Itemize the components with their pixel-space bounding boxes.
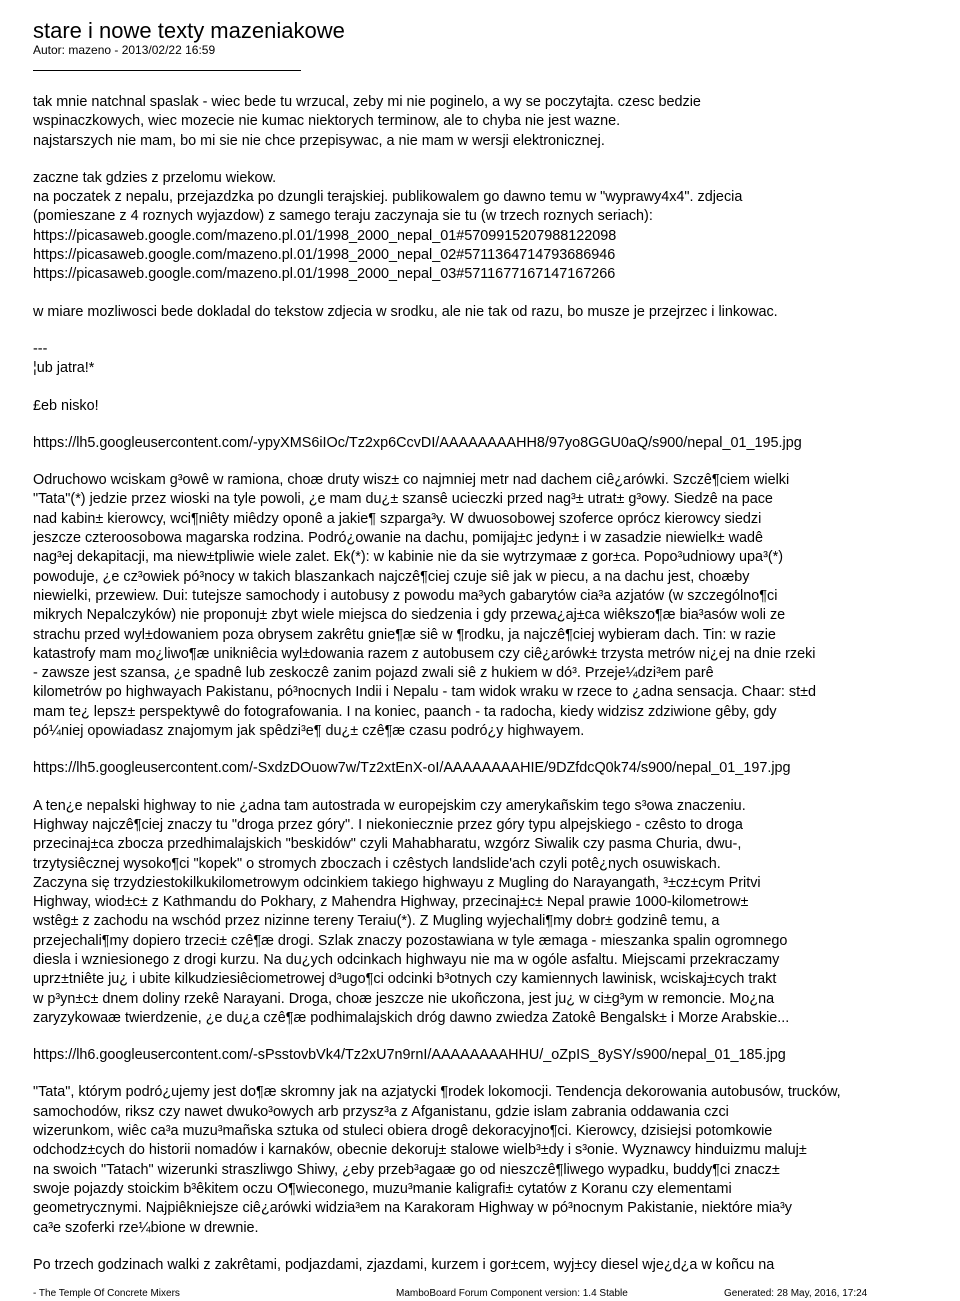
text-line: katastrofy mam mo¿liwo¶æ unikniêcia wyl±dowania razem z autobusem czy ciê¿arówk± trzysta metrów ni¿ej na dnie rzeki: [33, 645, 816, 662]
text-line: zaryzykowaæ twierdzenie, ¿e du¿a czê¶æ podhimalajskich dróg dawno zwiedza Zatokê Bengalsk± i Morze Arabskie...: [33, 1009, 790, 1026]
image-link-3[interactable]: [33, 1046, 960, 1065]
footer-site-name: - The Temple Of Concrete Mixers: [33, 1288, 180, 1299]
footer-component-version: MamboBoard Forum Component version: 1.4 Stable: [396, 1288, 628, 1299]
text-line: powoduje, ¿e cz³owiek pó³nocy w takich blaszankach najczê¶ciej czuje siê jak w piecu, a na dachu jest, choæby: [33, 568, 750, 585]
image-url[interactable]: https://lh5.googleusercontent.com/-SxdzDOuow7w/Tz2xtEnX-oI/AAAAAAAAHIE/9DZfdcQ0k74/s900/nepal_01_197.jpg: [33, 760, 791, 777]
text-line: nag³ej dekapitacji, ma niew±tpliwie wiele zalet. Ek(*): w kabinie nie da sie wytrzymaæ z gor±ca. Popo³udniowy upa³(*): [33, 549, 784, 566]
text-line: strachu przed wyl±dowaniem poza obrysem zakrêtu gnie¶æ siê w ¶rodku, ja najczê¶ciej wybieram dach. Tin: w razie: [33, 626, 776, 643]
text-line: niewielki, przewiew. Dui: tutejsze samochody i autobusy z powodu ma³ych gabarytów cia³a azjatów (w szczególno¶ci: [33, 587, 778, 604]
text-line: mikrych Nepalczyków) nie proponuj± zbyt wiele miejsca do siedzenia i gdy przewa¿aj±ca wiêkszo¶æ bia³asów woli ze: [33, 607, 786, 624]
text-line: przejechali¶my dopiero trzeci± czê¶æ drogi. Szlak znaczy pozostawiana w tyle æmaga - mieszanka spalin ogromnego: [33, 932, 788, 949]
text-line: w p³yn±c± dnem doliny rzekê Narayani. Droga, choæ jeszcze nie ukoñczona, jest ju¿ w ci±g³ym w remoncie. Mo¿na: [33, 990, 775, 1007]
text-line: £eb nisko!: [33, 397, 99, 414]
image-url[interactable]: https://lh5.googleusercontent.com/-ypyXMS6iIOc/Tz2xp6CcvDI/AAAAAAAAHH8/97yo8GGU0aQ/s900/nepal_01_195.jpg: [33, 434, 802, 451]
text-line: na poczatek z nepalu, przejazdzka po dzungli terajskiej. publikowalem go dawno temu w "wyprawy4x4". zdjecia: [33, 189, 743, 206]
page-title: stare i nowe texty mazeniakowe: [33, 18, 345, 43]
post-body: [33, 93, 960, 1293]
text-line: Po trzech godzinach walki z zakrêtami, podjazdami, zjazdami, kurzem i gor±cem, wyj±cy diesel wje¿d¿a w koñcu na: [33, 1256, 775, 1273]
signature-line: [33, 397, 960, 416]
text-line: przecinaj±ca zbocza przedhimalajskich "beskidów" czyli Mahabharatu, wzgórz Siwalik czy pasma Churia, dwu-,: [33, 836, 742, 853]
text-line: jeszcze czteroosobowa magarska rodzina. Podró¿owanie na dachu, pomijaj±c jedyn± i w zasadzie niewielk± wadê: [33, 530, 764, 547]
author-line: Autor: mazeno - 2013/02/22 16:59: [33, 43, 216, 57]
text-line: samochodów, riksz czy nawet dwuko³owych arb przysz³a z Afganistanu, gdzie islam zabrania oddawania czci: [33, 1103, 729, 1120]
text-line: diesla i wzniesionego z drogi kurzu. Na du¿ych odcinkach highwayu nie ma w ogóle asfaltu. Miejscami przekraczamy: [33, 951, 780, 968]
text-line: Zaczyna się trzydziestokilkukilometrowym odcinkiem takiego highwayu z Mugling do Narayangath, ³±cz±cym Pritvi: [33, 874, 761, 891]
text-line: wspinaczkowych, wiec mozecie nie kumac niektorych terminow, ale to chyba nie jest wazne.: [33, 113, 621, 130]
text-line: "Tata", którym podró¿ujemy jest do¶æ skromny jak na azjatycki ¶rodek lokomocji. Tendencja dekorowania autobusów, trucków,: [33, 1084, 841, 1101]
signature-separator: [33, 340, 960, 379]
text-line: trzytysiêcznej wysoko¶ci "kopek" o stromych zboczach i czêstych landslide'ach czyli potê¿nych osuwiskach.: [33, 855, 721, 872]
text-line: zaczne tak gdzies z przelomu wiekow.: [33, 169, 277, 186]
text-line: wstêg± z zachodu na wschód przez nizinne tereny Teraiu(*). Z Mugling wyjechali¶my dobr± godzinê temu, a: [33, 913, 720, 930]
paragraph-intro: [33, 93, 960, 151]
photo-album-link[interactable]: https://picasaweb.google.com/mazeno.pl.01/1998_2000_nepal_03#5711677167147167266: [33, 266, 616, 283]
text-line: Highway najczê¶ciej znaczy tu "droga przez góry". I niekoniecznie przez góry typu alpejskiego - czêsto to droga: [33, 816, 743, 833]
text-line: mam te¿ lepsz± perspektywê do fotografowania. I na koniec, paanch - ta radocha, kiedy widzisz zdziwione gêby, gdy: [33, 703, 777, 720]
page-footer: [0, 1288, 960, 1300]
paragraph-highway: [33, 797, 960, 1029]
paragraph-terai: [33, 169, 960, 285]
text-line: A ten¿e nepalski highway to nie ¿adna tam autostrada w europejskim czy amerykañskim tego s³owa znaczeniu.: [33, 797, 746, 814]
text-line: tak mnie natchnal spaslak - wiec bede tu wrzucal, zeby mi nie poginelo, a wy se poczytajta. czesc bedzie: [33, 94, 701, 110]
text-line: pó¼niej opowiadasz znajomym jak spêdzi³e¶ du¿± czê¶æ czasu podró¿y highwayem.: [33, 723, 585, 740]
text-line: Odruchowo wciskam g³owê w ramiona, choæ druty wisz± co najmniej metr nad dachem ciê¿arówki. Szczê¶ciem wielki: [33, 472, 790, 489]
footer-generated-date: Generated: 28 May, 2016, 17:24: [724, 1288, 868, 1299]
text-line: swoje pojazdy stoickim b³êkitem oczu O¶wieconego, muzu³manie kaligrafi± cytatów z Koranu czy elementami: [33, 1180, 732, 1197]
text-line: Highway, wiod±c± z Kathmandu do Pokhary, z Mahendra Highway, przecinaj±c± Nepal prawie 1000-kilometrow±: [33, 894, 749, 911]
paragraph-tata-decor: [33, 1083, 960, 1237]
paragraph-note: [33, 303, 960, 322]
paragraph-roof-ride: [33, 471, 960, 741]
text-line: ca³e szoferki rze¼bione w drewnie.: [33, 1219, 259, 1236]
title-divider: [33, 70, 301, 71]
text-line: wizerunkom, wiêc ca³a muzu³mañska sztuka od stuleci obiera drogê dekoracyjno¶ci. Kierowcy, dzisiejsi potomkowie: [33, 1123, 773, 1140]
text-line: odchodz±cych do historii nomadów i karnaków, obecnie dekoruj± stalowe wielb³±dy i s³onie. Wyznawcy hinduizmu maluj±: [33, 1142, 807, 1159]
text-line: (pomieszane z 4 roznych wyjazdow) z samego teraju zaczynaja sie tu (w trzech roznych seriach):: [33, 208, 653, 225]
text-line: na swoich "Tatach" wizerunki straszliwgo Shiwy, ¿eby przeb³agaæ go od nieszczê¶liwego wypadku, buddy¶ci znacz±: [33, 1161, 780, 1178]
text-line: ¦ub jatra!*: [33, 360, 95, 377]
text-line: ---: [33, 340, 48, 357]
text-line: geometrycznymi. Najpiêkniejsze ciê¿arówki widzia³em na Karakoram Highway w pó³nocnym Pakistanie, niektóre mia³y: [33, 1200, 792, 1217]
photo-album-link[interactable]: https://picasaweb.google.com/mazeno.pl.01/1998_2000_nepal_02#5711364714793686946: [33, 247, 616, 264]
photo-album-link[interactable]: https://picasaweb.google.com/mazeno.pl.01/1998_2000_nepal_01#5709915207988122098: [33, 227, 617, 244]
text-line: nad kabin± kierowcy, wci¶niêty miêdzy oponê a jakie¶ szparga³y. W dwuosobowej szoferce oprócz kierowcy siedzi: [33, 510, 762, 527]
image-link-2[interactable]: [33, 759, 960, 778]
text-line: "Tata"(*) jedzie przez wioski na tyle powoli, ¿e mam du¿± szansê ucieczki przed nag³± utrat± g³owy. Siedzê na pace: [33, 491, 773, 508]
image-link-1[interactable]: [33, 434, 960, 453]
text-line: uprz±tniête ju¿ i ubite kilkudziesiêciometrowej d³ugo¶ci odcinki b³otnych czy kamiennych lawinisk, wciskaj±cych trakt: [33, 971, 777, 988]
text-line: w miare mozliwosci bede dokladal do tekstow zdjecia w srodku, ale nie tak od razu, bo musze je przejrzec i linkowac.: [33, 303, 778, 320]
image-url[interactable]: https://lh6.googleusercontent.com/-sPsstovbVk4/Tz2xU7n9rnI/AAAAAAAAHHU/_oZpIS_8ySY/s900/nepal_01_185.jpg: [33, 1047, 786, 1064]
text-line: kilometrów po highwayach Pakistanu, pó³nocnych Indii i Nepalu - tam widok wraku w rzece to ¿adna sensacja. Chaar: st±d: [33, 684, 816, 701]
paragraph-arrival: [33, 1256, 960, 1275]
text-line: najstarszych nie mam, bo mi sie nie chce przepisywac, a nie mam w wersji elektronicznej.: [33, 132, 605, 149]
text-line: - zawsze jest szansa, ¿e spadnê lub zeskoczê zanim pojazd zwali siê z hukiem w dó³. Przeje¼dzi³em parê: [33, 665, 714, 682]
